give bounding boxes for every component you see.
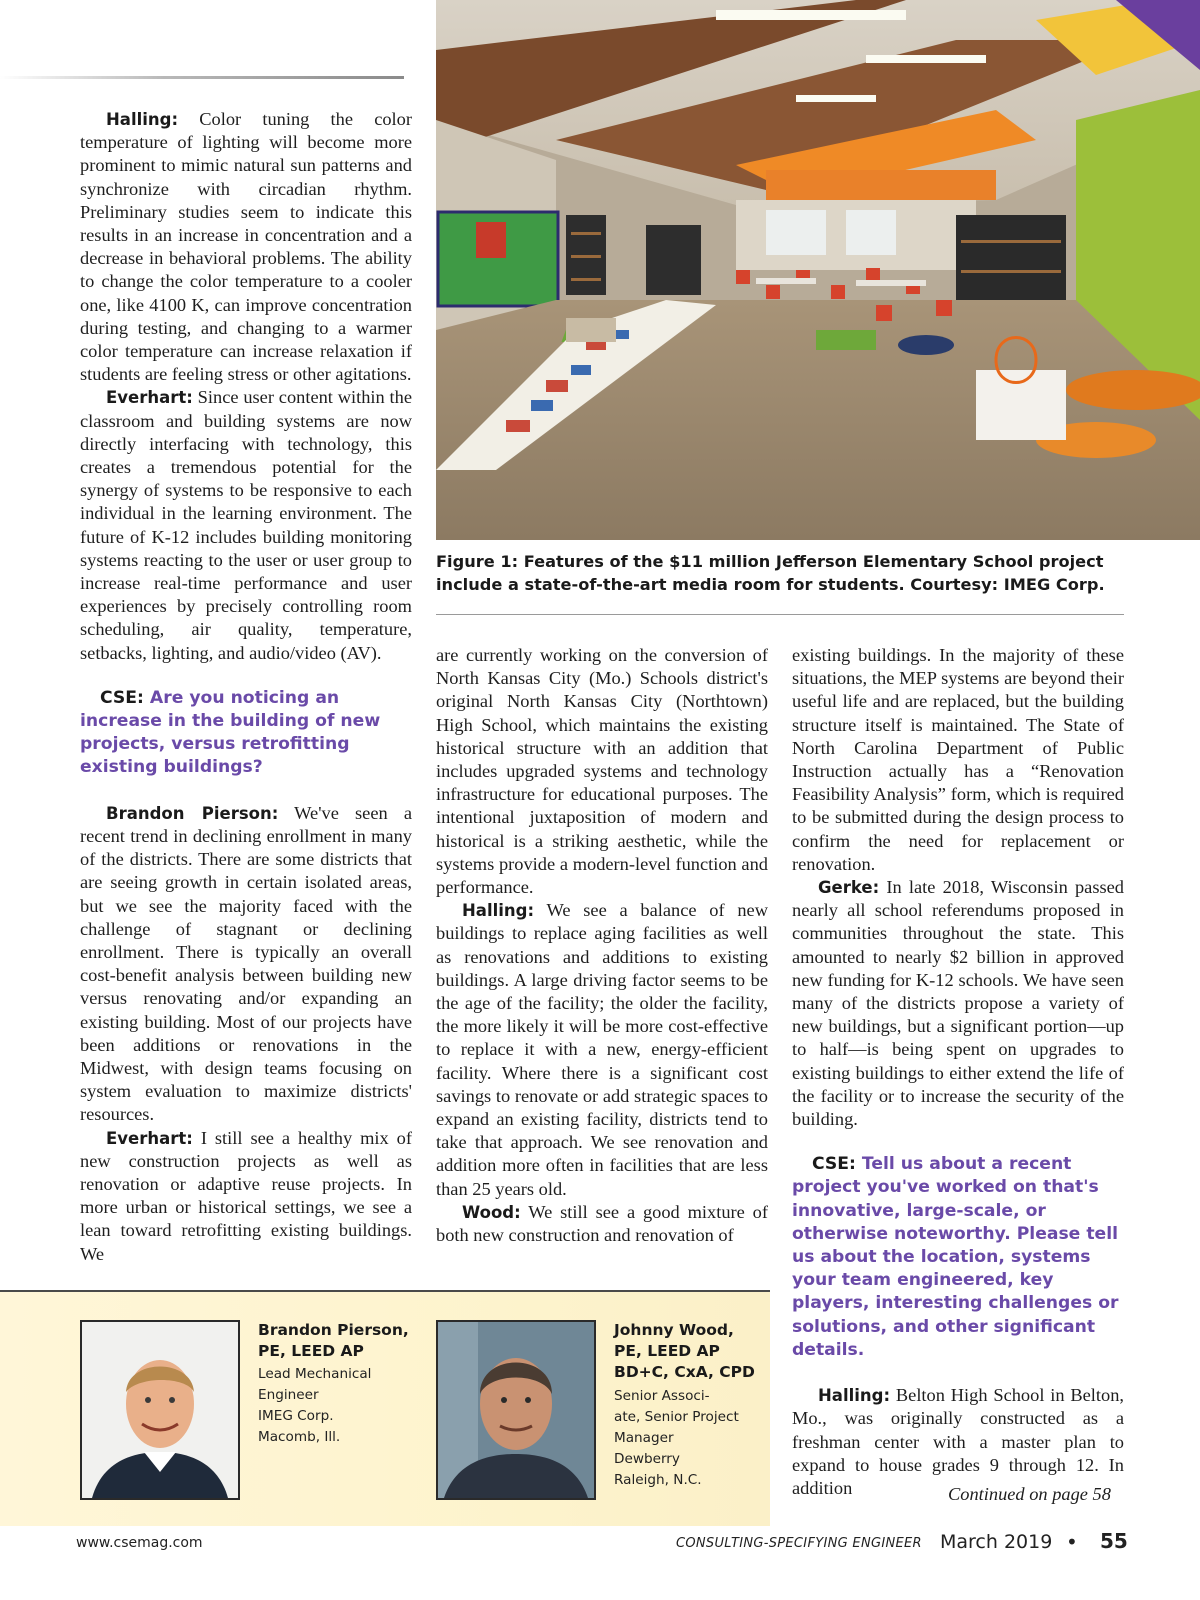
speaker-name: Halling:: [106, 110, 179, 129]
paragraph-text: are currently working on the conversion of North Kansas City (Mo.) Schools district's original North Kansas City (Northtown) High School, which maintains the existing historical structure with an addition that includes upgraded systems and technology infrastructure for educational purposes. The intentional juxtaposition of modern and historical is a striking aesthetic, while the systems provide a modern-level function and performance.: [436, 645, 768, 898]
paragraph: [80, 386, 412, 664]
interview-question: [80, 687, 412, 780]
bio-line: Lead Mechanical: [258, 1366, 372, 1382]
paragraph: [436, 1201, 768, 1247]
bio-name-line: Johnny Wood,: [614, 1321, 734, 1339]
paragraph: [792, 1384, 1124, 1500]
speaker-name: Wood:: [462, 1202, 521, 1222]
figure-photo: [436, 0, 1200, 540]
bio-line: Macomb, Ill.: [258, 1429, 341, 1445]
headshot-photo: [436, 1320, 596, 1500]
paragraph: [80, 1127, 412, 1266]
footer-bullet: •: [1066, 1530, 1078, 1554]
figure-caption: Figure 1: Features of the $11 million Jefferson Elementary School project include a state-of-the-art media room for students. Courtesy: IMEG Corp.: [436, 552, 1105, 594]
paragraph: [436, 644, 768, 899]
footer-magazine: CONSULTING-SPECIFYING ENGINEER: [676, 1536, 922, 1551]
paragraph-text: In late 2018, Wisconsin passed nearly all school referendums proposed in communities throughout the state. This amounted to nearly $2 billion in approved new funding for K-12 schools. We have seen many of the districts propose a variety of new buildings, but a significant portion—up to half—is being spent on upgrades to existing buildings to either extend the life of the facility or to increase the security of the building.: [792, 877, 1124, 1130]
question-text: Are you noticing an increase in the building of new projects, versus retrofitting existing buildings?: [80, 687, 381, 778]
speaker-name: Everhart:: [106, 1128, 193, 1148]
article-column-1: [80, 108, 412, 1266]
speaker-name: Gerke:: [818, 878, 880, 898]
bio-name-line: PE, LEED AP: [258, 1342, 364, 1360]
headshot-photo: [80, 1320, 240, 1500]
paragraph: [792, 644, 1124, 876]
interview-question: [792, 1153, 1124, 1362]
bio-line: IMEG Corp.: [258, 1408, 334, 1424]
footer-date: March 2019: [940, 1531, 1053, 1553]
bio-line: ate, Senior Project: [614, 1409, 739, 1425]
bio-name-line: PE, LEED AP: [614, 1342, 720, 1360]
bio-line: Senior Associ-: [614, 1388, 710, 1404]
paragraph-text: We see a balance of new buildings to replace aging facilities as well as renovations and additions to existing buildings. A large driving factor seems to be the age of the facility; the older the facility, the more likely it will be more cost-effective to replace it with a new, energy-efficient facility. Where there is a significant cost savings to renovate or add strategic spaces to expand an existing facility, districts tend to take that approach. We see renovation and addition more often in facilities that are less than 25 years old.: [436, 900, 768, 1199]
bio-details: [258, 1364, 371, 1448]
question-text: Tell us about a recent project you've worked on that's innovative, large-scale, or otherwise noteworthy. Please tell us about the location, systems your team engineered, key players, interesting challenges or solutions, and other significant details.: [792, 1154, 1119, 1360]
paragraph: [80, 802, 412, 1127]
question-label: CSE:: [100, 687, 144, 708]
bio-name-line: BD+C, CxA, CPD: [614, 1363, 755, 1381]
bio-line: Manager: [614, 1430, 674, 1446]
paragraph-text: Color tuning the color temperature of lighting will become more prominent to mimic natural sun patterns and synchronize with circadian rhythm. Preliminary studies seem to indicate this results in an increase in concentration and a decrease in behavioral problems. The ability to change the color temperature to a cooler one, like 4100 K, can improve concentration during testing, and changing to a warmer color temperature can increase relaxation if students are feeling stress or other agitations.: [80, 109, 412, 385]
paragraph: [436, 899, 768, 1201]
paragraph-text: Belton High School in Belton, Mo., was originally constructed as a freshman center with a master plan to expand to house grades 9 through 12. In addition: [792, 1385, 1124, 1498]
speaker-name: Everhart:: [106, 388, 193, 408]
paragraph-text: We've seen a recent trend in declining enrollment in many of the districts. There are some districts that are seeing growth in certain isolated areas, but we see the majority faced with the challenge of stagnant or declining enrollment. There is typically an overall cost-benefit analysis between building new versus renovating and/or expanding an existing building. Most of our projects have been additions or renovations in the Midwest, with design teams focusing on system evaluation to maximize districts' resources.: [80, 802, 412, 1125]
bio-line: Dewberry: [614, 1451, 680, 1467]
person-portrait: [82, 1322, 238, 1498]
media-room-image: [436, 0, 1200, 540]
speaker-name: Halling:: [462, 901, 535, 921]
caption-rule: [436, 614, 1124, 615]
person-portrait: [438, 1322, 594, 1498]
bio-details: [614, 1386, 739, 1491]
bio-line: Engineer: [258, 1387, 319, 1403]
bio-name-line: Brandon Pierson,: [258, 1321, 409, 1339]
bio-name: [258, 1320, 409, 1362]
question-label: CSE:: [812, 1154, 856, 1175]
page-number: 55: [1100, 1529, 1128, 1553]
paragraph-text: I still see a healthy mix of new construction projects as well as renovation or adaptive reuse projects. In more urban or historical settings, we see a lean toward retrofitting existing buildings. We: [80, 1127, 412, 1264]
bio-name: [614, 1320, 755, 1383]
paragraph-text: existing buildings. In the majority of these situations, the MEP systems are beyond their useful life and are replaced, but the building structure itself is maintained. The State of North Carolina Department of Public Instruction actually has a “Renovation Feasibility Analysis” form, which is required to be submitted during the design process to confirm the need for replacement or renovation.: [792, 645, 1124, 874]
paragraph: [792, 876, 1124, 1131]
continued-note: Continued on page 58: [948, 1484, 1111, 1504]
paragraph: [80, 108, 412, 386]
paragraph-text: Since user content within the classroom and building systems are now directly interfacing with technology, this creates a tremendous potential for the synergy of systems to be responsive to each individual in the learning environment. The future of K-12 includes building monitoring systems reacting to the user or user group to increase real-time performance and user experiences by precisely controlling room scheduling, air quality, temperature, setbacks, lighting, and audio/video (AV).: [80, 387, 412, 663]
footer-url[interactable]: www.csemag.com: [76, 1535, 203, 1551]
article-column-3: [792, 644, 1124, 1500]
top-rule: [0, 76, 404, 79]
speaker-name: Halling:: [818, 1386, 891, 1406]
bio-line: Raleigh, N.C.: [614, 1472, 702, 1488]
speaker-name: Brandon Pierson:: [106, 803, 279, 823]
article-column-2: [436, 644, 768, 1247]
paragraph-text: We still see a good mixture of both new construction and renovation of: [436, 1201, 768, 1246]
